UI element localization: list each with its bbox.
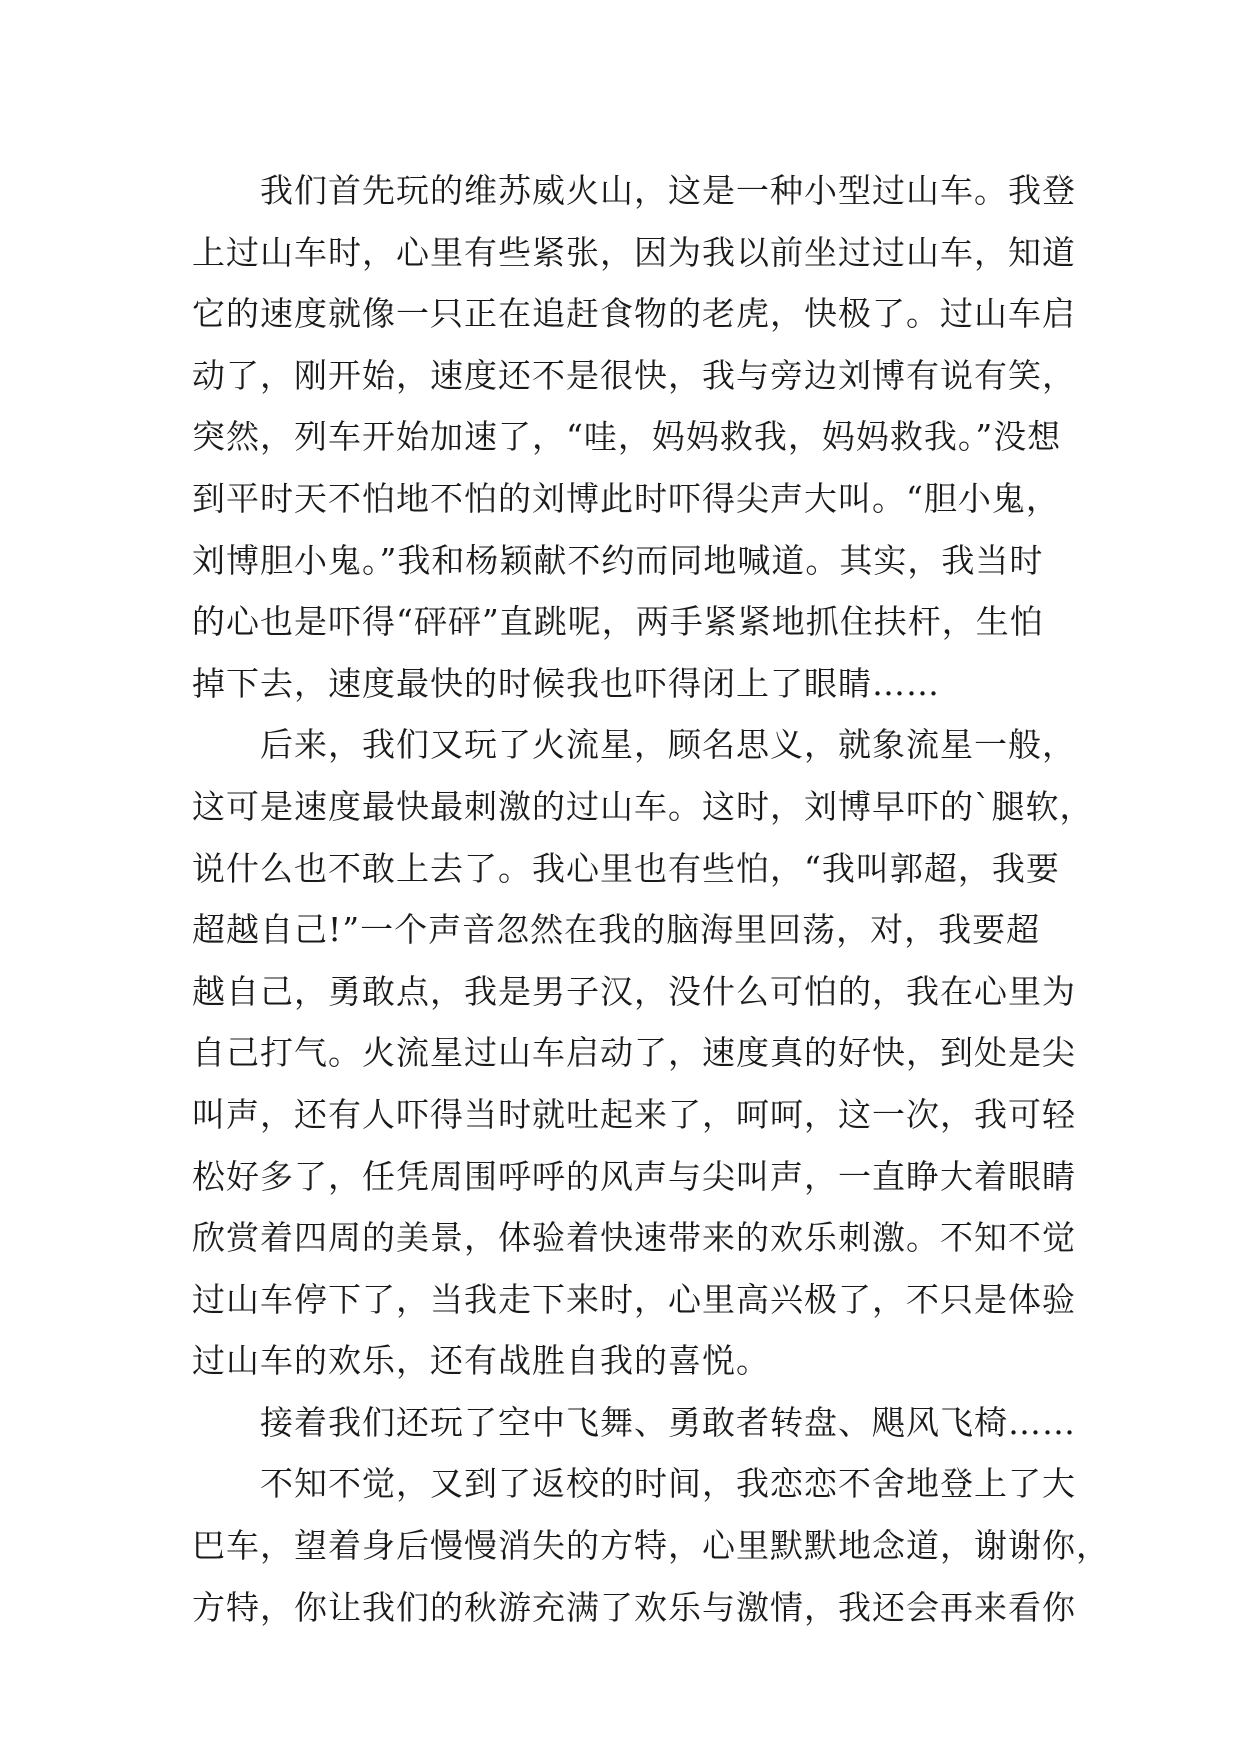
paragraph-2 xyxy=(192,714,1094,1392)
text-line: 巴车，望着身后慢慢消失的方特，心里默默地念道，谢谢你， xyxy=(192,1526,1110,1566)
text-line: 说什么也不敢上去了。我心里也有些怕，“我叫郭超，我要 xyxy=(192,848,1060,888)
text-line: 越自己，勇敢点，我是男子汉，没什么可怕的，我在心里为 xyxy=(192,971,1076,1011)
text-line: 的心也是吓得“砰砰”直跳呢，两手紧紧地抓住扶杆，生怕 xyxy=(192,602,1044,642)
text-line: 方特，你让我们的秋游充满了欢乐与激情，我还会再来看你 xyxy=(192,1587,1076,1627)
text-line: 它的速度就像一只正在追赶食物的老虎，快极了。过山车启 xyxy=(192,294,1076,334)
text-line: 掉下去，速度最快的时候我也吓得闭上了眼睛…… xyxy=(192,663,940,703)
text-line: 突然，列车开始加速了，“哇，妈妈救我，妈妈救我。”没想 xyxy=(192,417,1062,457)
text-line: 到平时天不怕地不怕的刘博此时吓得尖声大叫。“胆小鬼， xyxy=(192,478,1060,518)
text-line: 过山车的欢乐，还有战胜自我的喜悦。 xyxy=(192,1341,770,1381)
text-line: 超越自己!”一个声音忽然在我的脑海里回荡，对，我要超 xyxy=(192,910,1041,950)
paragraph-3 xyxy=(192,1392,1076,1454)
text-line: 松好多了，任凭周围呼呼的风声与尖叫声，一直睁大着眼睛 xyxy=(192,1156,1076,1196)
text-line: 我们首先玩的维苏威火山，这是一种小型过山车。我登 xyxy=(192,171,1076,210)
text-line: 刘博胆小鬼。”我和杨颖献不约而同地喊道。其实，我当时 xyxy=(192,540,1044,580)
text-line: 叫声，还有人吓得当时就吐起来了，呵呵，这一次，我可轻 xyxy=(192,1094,1076,1134)
text-line: 自己打气。火流星过山车启动了，速度真的好快，到处是尖 xyxy=(192,1033,1076,1073)
text-line: 这可是速度最快最刺激的过山车。这时，刘博早吓的`腿软， xyxy=(192,786,1094,826)
text-line: 不知不觉，又到了返校的时间，我恋恋不舍地登上了大 xyxy=(192,1464,1076,1504)
paragraph-1 xyxy=(192,160,1076,714)
text-line: 后来，我们又玩了火流星，顾名思义，就象流星一般， xyxy=(192,725,1076,765)
document-body xyxy=(192,160,1110,1638)
text-line: 过山车停下了，当我走下来时，心里高兴极了，不只是体验 xyxy=(192,1279,1076,1319)
paragraph-4 xyxy=(192,1453,1110,1638)
text-line: 动了，刚开始，速度还不是很快，我与旁边刘博有说有笑， xyxy=(192,355,1076,395)
text-line: 上过山车时，心里有些紧张，因为我以前坐过过山车，知道 xyxy=(192,232,1076,272)
text-line: 接着我们还玩了空中飞舞、勇敢者转盘、飓风飞椅…… xyxy=(192,1402,1076,1442)
text-line: 欣赏着四周的美景，体验着快速带来的欢乐刺激。不知不觉 xyxy=(192,1218,1076,1258)
